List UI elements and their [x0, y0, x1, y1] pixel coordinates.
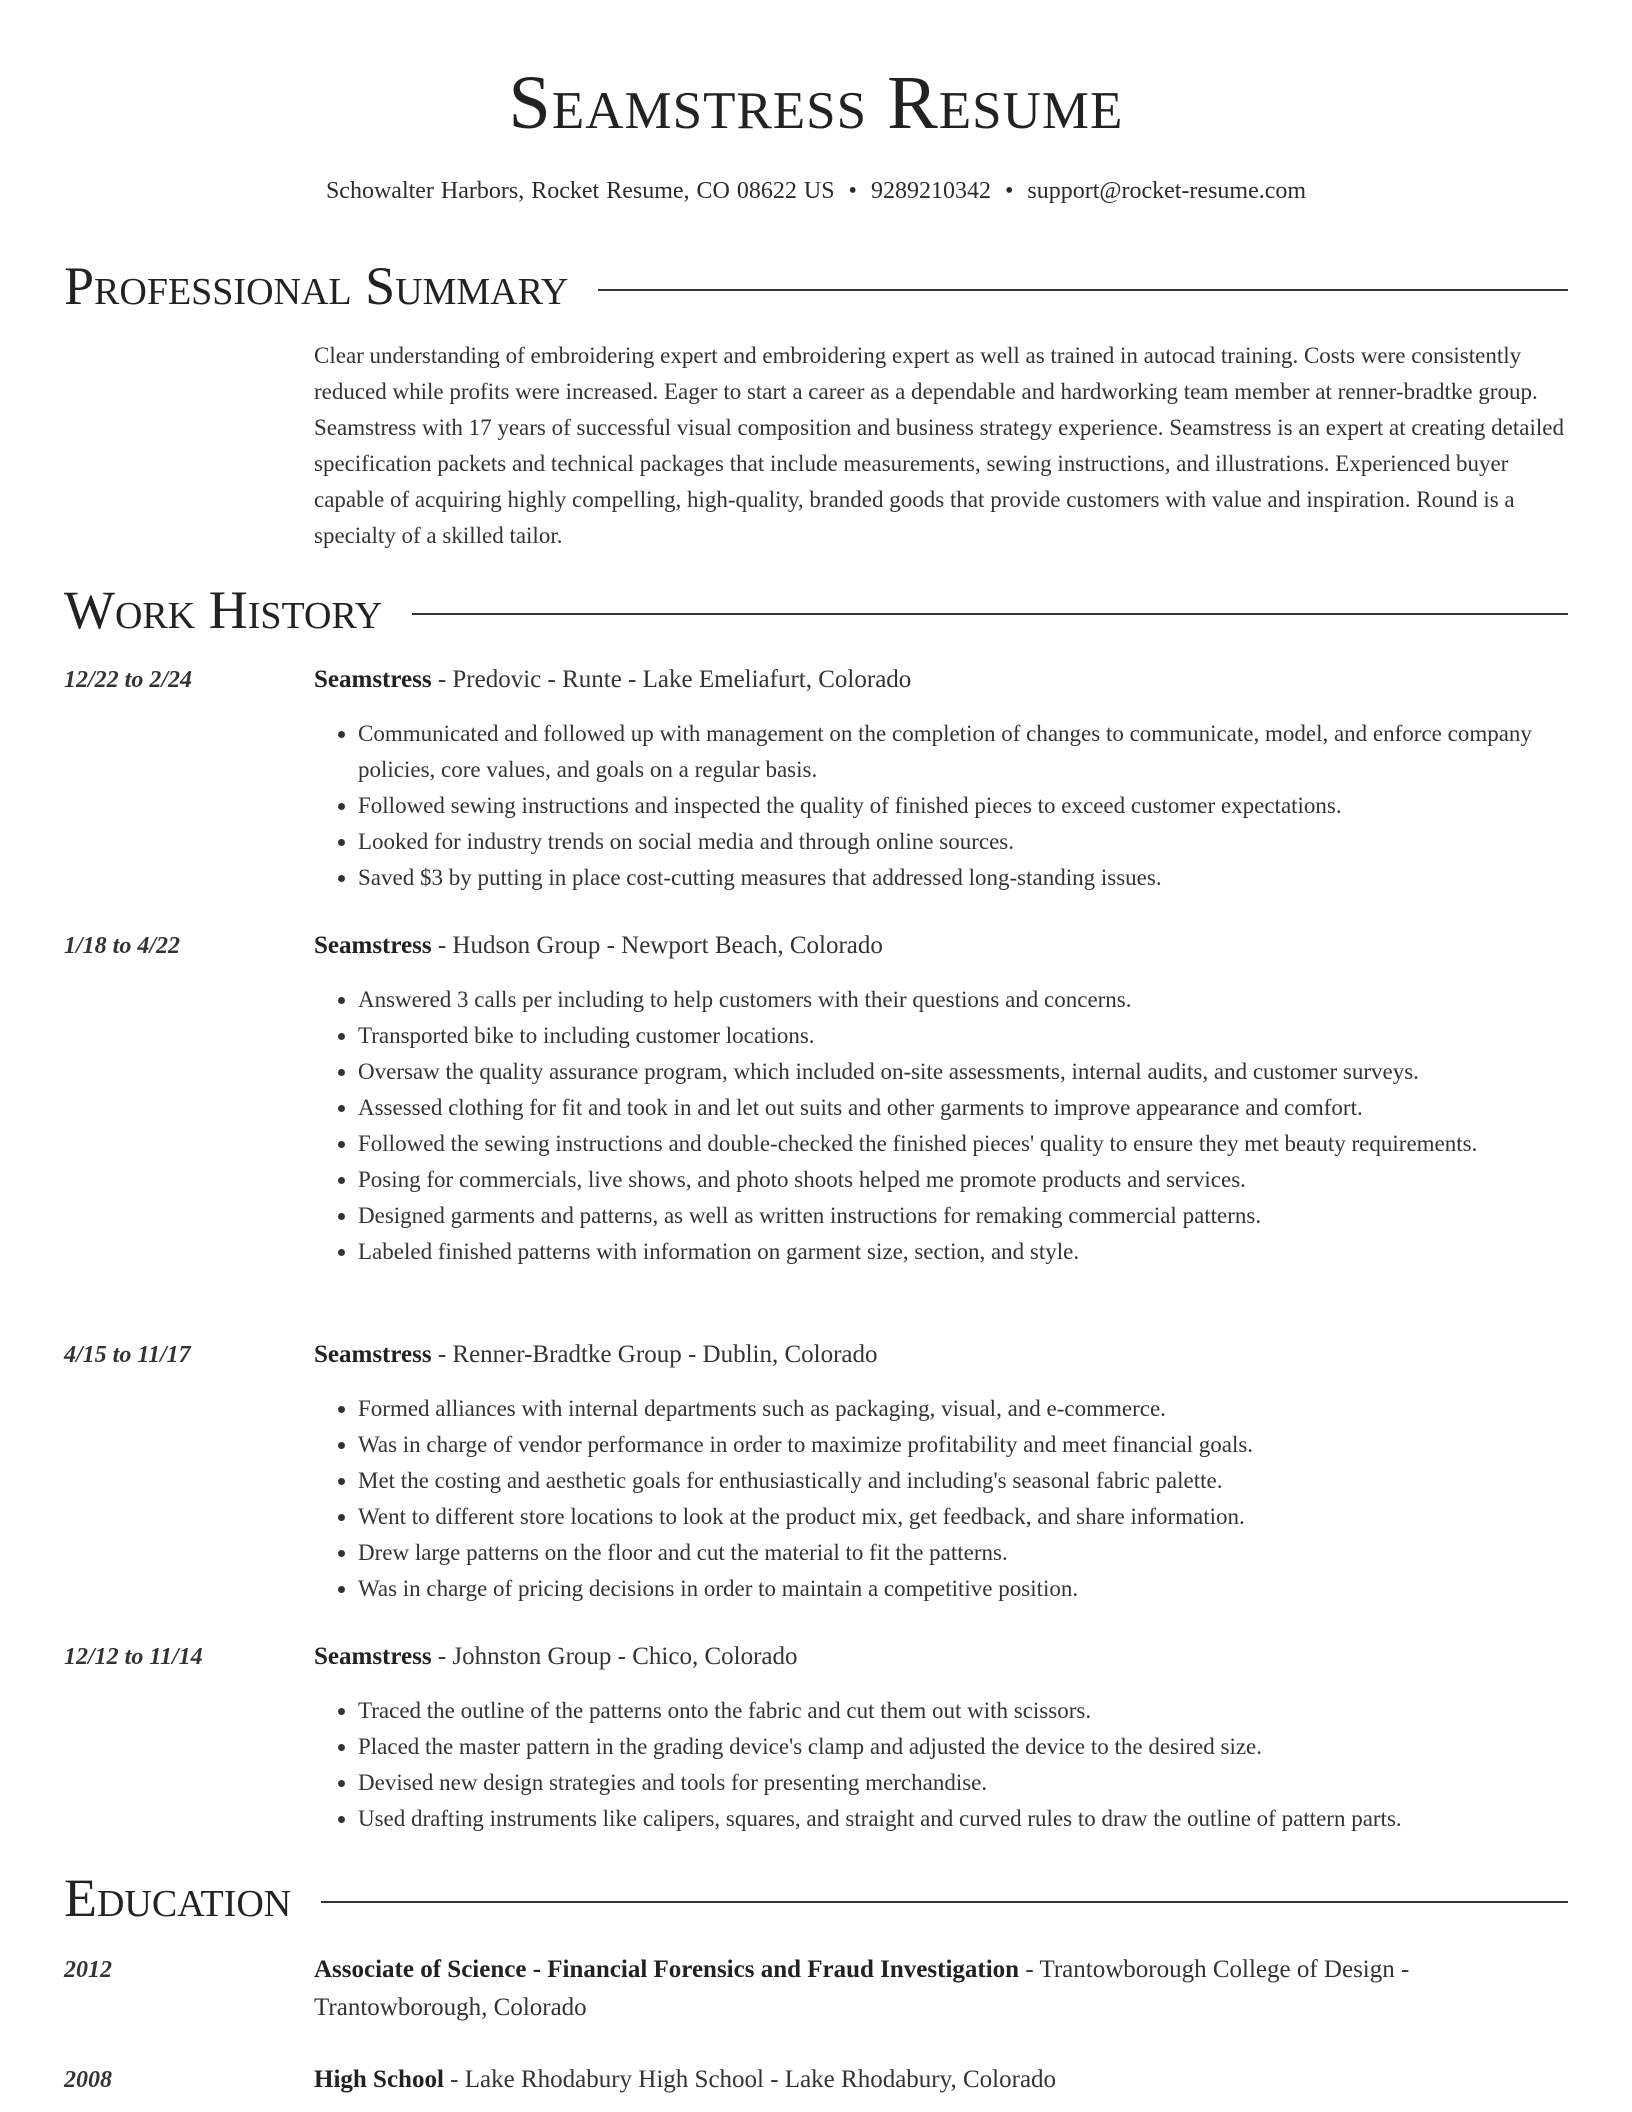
list-item: • Used drafting instruments like calipers, squares, and straight and curved rules to draw the outline of pattern parts. — [358, 1801, 1568, 1837]
list-item: • Designed garments and patterns, as well as written instructions for remaking commercial patterns. — [358, 1198, 1568, 1234]
job-title: Seamstress — [314, 932, 432, 959]
list-item: • Saved $3 by putting in place cost-cutting measures that addressed long-standing issues. — [358, 860, 1568, 896]
education-year: 2012 — [64, 1957, 112, 1983]
summary-heading: Professional Summary — [64, 256, 598, 316]
job-bullets — [314, 1391, 1568, 1607]
job-title: Seamstress — [314, 666, 432, 693]
job-header — [314, 663, 1568, 697]
list-item: • Was in charge of vendor performance in order to maximize profitability and meet financial goals. — [358, 1427, 1568, 1463]
list-item: • Followed the sewing instructions and double-checked the finished pieces' quality to ensure they met beauty requirements. — [358, 1126, 1568, 1162]
summary-section-header — [64, 256, 1568, 316]
list-item: • Traced the outline of the patterns onto the fabric and cut them out with scissors. — [358, 1693, 1568, 1729]
education-entry — [314, 2061, 1568, 2099]
job-header — [314, 929, 1568, 963]
list-item: • Posing for commercials, live shows, and photo shoots helped me promote products and services. — [358, 1162, 1568, 1198]
job-title: Seamstress — [314, 1341, 432, 1368]
list-item: • Oversaw the quality assurance program, which included on-site assessments, internal audits, and customer surveys. — [358, 1054, 1568, 1090]
job-dates: 1/18 to 4/22 — [64, 933, 181, 959]
job-dates: 12/22 to 2/24 — [64, 667, 193, 693]
list-item: • Assessed clothing for fit and took in and let out suits and other garments to improve appearance and comfort. — [358, 1090, 1568, 1126]
list-item: • Transported bike to including customer locations. — [358, 1018, 1568, 1054]
contact-email[interactable]: support@rocket-resume.com — [1027, 178, 1307, 204]
contact-line — [0, 176, 1632, 206]
job-details: - Johnston Group - Chico, Colorado — [431, 1643, 798, 1670]
list-item: • Followed sewing instructions and inspected the quality of finished pieces to exceed customer expectations. — [358, 788, 1568, 824]
list-item: • Devised new design strategies and tools for presenting merchandise. — [358, 1765, 1568, 1801]
contact-separator: • — [848, 178, 857, 204]
list-item: • Went to different store locations to look at the product mix, get feedback, and share information. — [358, 1499, 1568, 1535]
list-item: • Met the costing and aesthetic goals for enthusiastically and including's seasonal fabric palette. — [358, 1463, 1568, 1499]
job-header — [314, 1640, 1568, 1674]
education-heading: Education — [64, 1868, 321, 1928]
job-bullets — [314, 1693, 1568, 1837]
education-year: 2008 — [64, 2067, 112, 2093]
education-entry — [314, 1951, 1568, 2027]
education-degree: Associate of Science - Financial Forensics and Fraud Investigation — [314, 1956, 1020, 1983]
job-header — [314, 1338, 1568, 1372]
contact-phone[interactable]: 9289210342 — [870, 178, 991, 204]
contact-address: Schowalter Harbors, Rocket Resume, CO 08622 US — [325, 178, 835, 204]
summary-text: Clear understanding of embroidering expert and embroidering expert as well as trained in autocad training. Costs were consistently reduced while profits were increased. Eager to start a career as a dependable and hardworking team member at renner-bradtke group. Seamstress with 17 years of successful visual composition and business strategy experience. Seamstress is an expert at creating detailed specification packets and technical packages that include measurements, sewing instructions, and illustrations. Experienced buyer capable of acquiring highly compelling, high-quality, branded goods that provide customers with value and inspiration. Round is a specialty of a skilled tailor. — [314, 343, 1564, 548]
list-item: • Looked for industry trends on social media and through online sources. — [358, 824, 1568, 860]
list-item: • Labeled finished patterns with information on garment size, section, and style. — [358, 1234, 1568, 1270]
job-title: Seamstress — [314, 1643, 432, 1670]
job-details: - Hudson Group - Newport Beach, Colorado — [431, 932, 883, 959]
education-details: - Lake Rhodabury High School - Lake Rhodabury, Colorado — [443, 2066, 1057, 2093]
job-details: - Renner-Bradtke Group - Dublin, Colorado — [431, 1341, 878, 1368]
job-dates: 12/12 to 11/14 — [64, 1644, 203, 1670]
job-details: - Predovic - Runte - Lake Emeliafurt, Colorado — [431, 666, 912, 693]
job-bullets — [314, 982, 1568, 1270]
list-item: • Formed alliances with internal departments such as packaging, visual, and e-commerce. — [358, 1391, 1568, 1427]
contact-separator: • — [1004, 178, 1014, 204]
list-item: • Drew large patterns on the floor and cut the material to fit the patterns. — [358, 1535, 1568, 1571]
education-section-header — [64, 1868, 1568, 1928]
list-item: • Answered 3 calls per including to help customers with their questions and concerns. — [358, 982, 1568, 1018]
education-degree: High School — [314, 2066, 444, 2093]
list-item: • Placed the master pattern in the grading device's clamp and adjusted the device to the desired size. — [358, 1729, 1568, 1765]
list-item: • Was in charge of pricing decisions in order to maintain a competitive position. — [358, 1571, 1568, 1607]
job-bullets — [314, 716, 1568, 896]
job-dates: 4/15 to 11/17 — [64, 1342, 191, 1368]
list-item: • Communicated and followed up with management on the completion of changes to communicate, model, and enforce company policies, core values, and goals on a regular basis. — [358, 716, 1568, 788]
education-details: - Trantowborough College of Design - Trantowborough, Colorado — [314, 1956, 1410, 2021]
work-section-header — [64, 580, 1568, 640]
work-heading: Work History — [64, 580, 412, 640]
resume-title: Seamstress Resume — [508, 61, 1124, 145]
